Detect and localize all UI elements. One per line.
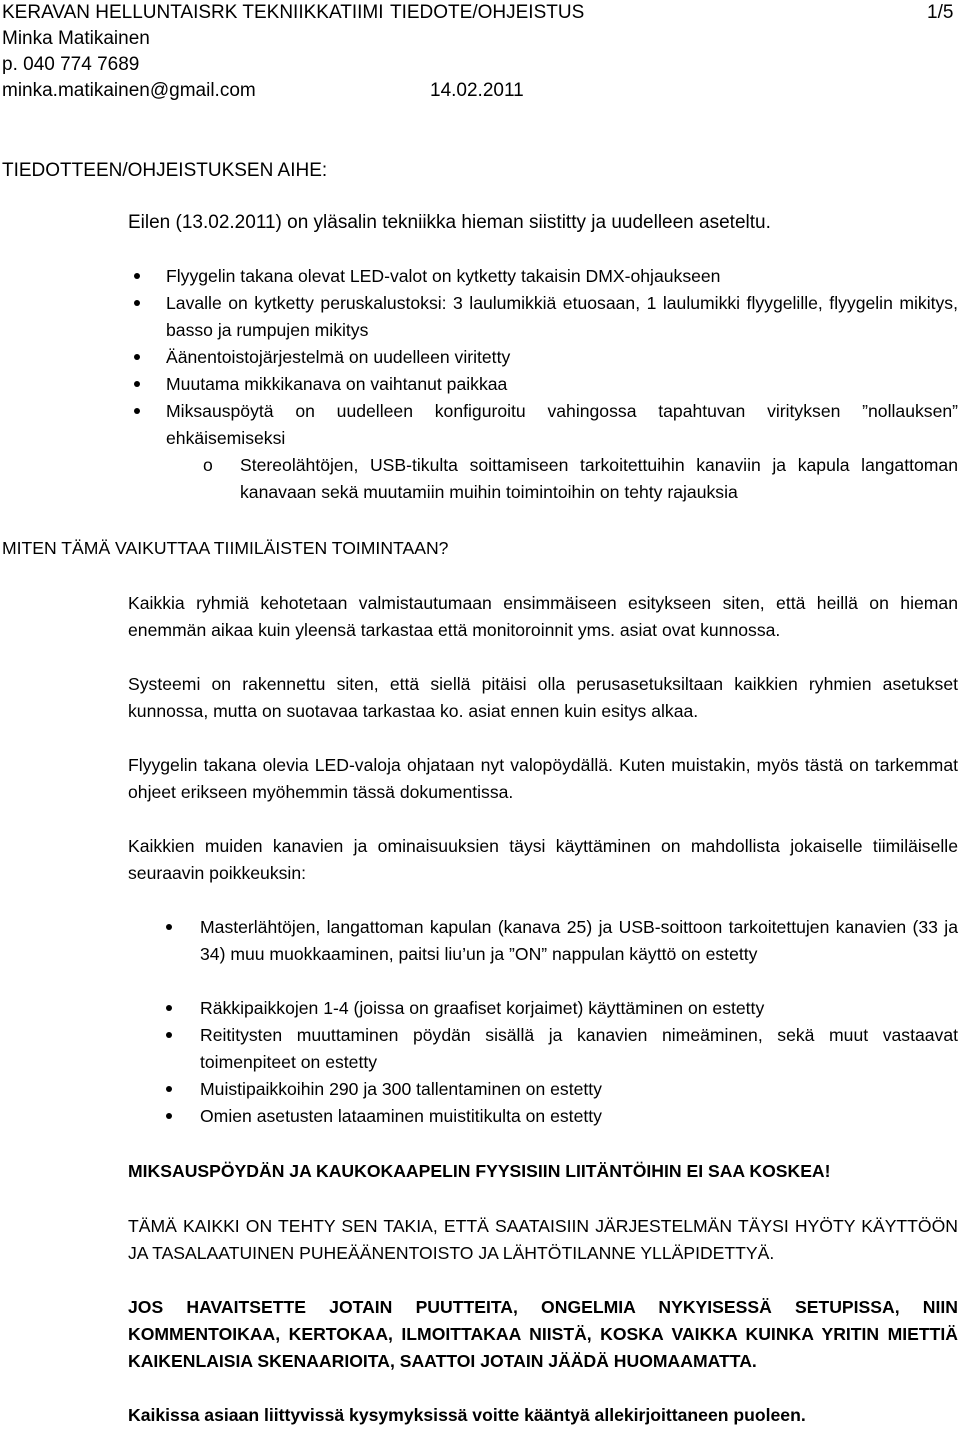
author-phone: p. 040 774 7689 <box>2 54 140 75</box>
exception-item: Räkkipaikkojen 1-4 (joissa on graafiset korjaimet) käyttäminen on estetty <box>200 998 765 1018</box>
request-text: JOS HAVAITSETTE JOTAIN PUUTTEITA, ONGELMIA NYKYISESSÄ SETUPISSA, NIIN KOMMENTOIKAA, KERTOKAA, ILMOITTAKAA NIISTÄ, KOSKA VAIKKA KUINKA YRITIN MIETTIÄ KAIKENLAISIA SKENAARIOITA, SAATTOI JOTAIN JÄÄDÄ HUOMAAMATTA. <box>128 1297 958 1371</box>
change-item: Miksauspöytä on uudelleen konfiguroitu vahingossa tapahtuvan virityksen ”nollauksen” ehkäisemiseksi <box>166 401 958 448</box>
change-item: Lavalle on kytketty peruskalustoksi: 3 laulumikkiä etuosaan, 1 laulumikki flyygelille, flyygelin mikitys, basso ja rumpujen mikitys <box>166 293 958 340</box>
bullet-icon <box>166 1113 172 1119</box>
purpose-text: TÄMÄ KAIKKI ON TEHTY SEN TAKIA, ETTÄ SAATAISIIN JÄRJESTELMÄN TÄYSI HYÖTY KÄYTTÖÖN JA TASALAATUINEN PUHEÄÄNENTOISTO JA LÄHTÖTILANNE YLLÄPIDETTYÄ. <box>128 1216 958 1263</box>
exception-item: Reititysten muuttaminen pöydän sisällä ja kanavien nimeäminen, sekä muut vastaavat toimenpiteet on estetty <box>200 1025 958 1072</box>
exception-item: Omien asetusten lataaminen muistitikulta on estetty <box>200 1106 602 1126</box>
warning-text: MIKSAUSPÖYDÄN JA KAUKOKAAPELIN FYYSISIIN LIITÄNTÖIHIN EI SAA KOSKEA! <box>128 1161 831 1181</box>
change-item: Äänentoistojärjestelmä on uudelleen viritetty <box>166 347 511 367</box>
bullet-icon <box>134 381 140 387</box>
sub-bullet-marker: o <box>203 455 213 475</box>
exception-item: Muistipaikkoihin 290 ja 300 tallentaminen on estetty <box>200 1079 602 1099</box>
impact-heading: MITEN TÄMÄ VAIKUTTAA TIIMILÄISTEN TOIMINTAAN? <box>2 538 449 558</box>
organization-name: KERAVAN HELLUNTAISRK TEKNIIKKATIIMI <box>2 2 384 23</box>
change-item: Muutama mikkikanava on vaihtanut paikkaa <box>166 374 508 394</box>
bullet-icon <box>166 1032 172 1038</box>
bullet-icon <box>134 408 140 414</box>
impact-paragraph: Kaikkia ryhmiä kehotetaan valmistautumaan ensimmäiseen esitykseen siten, että heillä on hieman enemmän aikaa kuin yleensä tarkastaa että monitoroinnit yms. asiat ovat kunnossa. <box>128 593 958 640</box>
impact-paragraph: Flyygelin takana olevia LED-valoja ohjataan nyt valopöydällä. Kuten muistakin, myös tästä on tarkemmat ohjeet erikseen myöhemmin tässä dokumentissa. <box>128 755 958 802</box>
bullet-icon <box>166 924 172 930</box>
bullet-icon <box>134 273 140 279</box>
change-item: Flyygelin takana olevat LED-valot on kytketty takaisin DMX-ohjaukseen <box>166 266 721 286</box>
bullet-icon <box>134 300 140 306</box>
exception-item: Masterlähtöjen, langattoman kapulan (kanava 25) ja USB-soittoon tarkoitettujen kanavien (33 ja 34) muu muokkaaminen, paitsi liu’un ja ”ON” nappulan käyttö on estetty <box>200 917 958 964</box>
bullet-icon <box>166 1086 172 1092</box>
impact-paragraph: Systeemi on rakennettu siten, että siellä pitäisi olla perusasetuksiltaan kaikkien ryhmien asetukset kunnossa, mutta on suotavaa tarkastaa ko. asiat ennen kuin esitys alkaa. <box>128 674 958 721</box>
document-date: 14.02.2011 <box>430 80 524 101</box>
page-number: 1/5 <box>927 2 954 23</box>
bullet-icon <box>134 354 140 360</box>
change-subitem: Stereolähtöjen, USB-tikulta soittamiseen tarkoitettuihin kanaviin ja kapula langattoman kanavaan sekä muutamiin muihin toimintoihin on tehty rajauksia <box>240 455 958 502</box>
author-email: minka.matikainen@gmail.com <box>2 80 256 101</box>
subject-label: TIEDOTTEEN/OHJEISTUKSEN AIHE: <box>2 160 328 181</box>
bullet-icon <box>166 1005 172 1011</box>
subject-summary: Eilen (13.02.2011) on yläsalin tekniikka hieman siistitty ja uudelleen aseteltu. <box>128 212 771 233</box>
contact-text: Kaikissa asiaan liittyvissä kysymyksissä voitte kääntyä allekirjoittaneen puoleen. <box>128 1405 806 1425</box>
document-type: TIEDOTE/OHJEISTUS <box>390 2 585 23</box>
author-name: Minka Matikainen <box>2 28 150 49</box>
impact-paragraph: Kaikkien muiden kanavien ja ominaisuuksien täysi käyttäminen on mahdollista jokaiselle tiimiläiselle seuraavin poikkeuksin: <box>128 836 958 883</box>
